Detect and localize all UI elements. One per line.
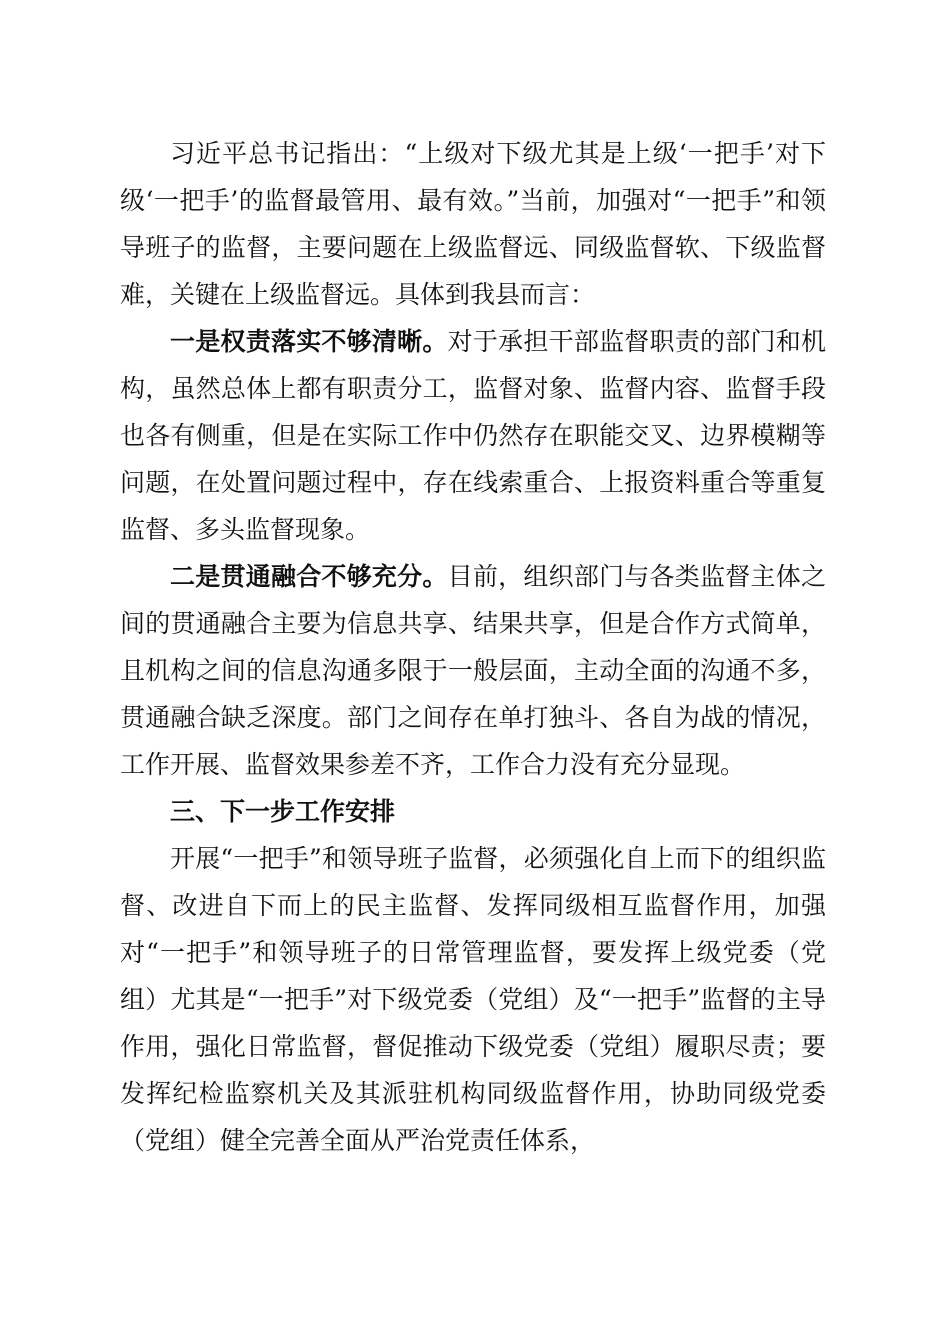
point-one-lead: 一是权责落实不够清晰。 [170,327,448,356]
point-two-lead: 二是贯通融合不够充分。 [170,562,448,591]
paragraph-point-two [120,553,826,788]
point-two-text: 目前，组织部门与各类监督主体之间的贯通融合主要为信息共享、结果共享，但是合作方式简单，且机构之间的信息沟通多限于一般层面，主动全面的沟通不多，贯通融合缺乏深度。部门之间存在单打独斗、各自为战的情况，工作开展、监督效果参差不齐，工作合力没有充分显现。 [120,562,826,779]
paragraph-intro [120,130,826,318]
paragraph-final [120,835,826,1164]
paragraph-final-text: 开展“一把手”和领导班子监督，必须强化自上而下的组织监督、改进自下而上的民主监督、发挥同级相互监督作用，加强对“一把手”和领导班子的日常管理监督，要发挥上级党委（党组）尤其是“一把手”对下级党委（党组）及“一把手”监督的主导作用，强化日常监督，督促推动下级党委（党组）履职尽责；要发挥纪检监察机关及其派驻机构同级监督作用，协助同级党委（党组）健全完善全面从严治党责任体系， [120,844,826,1155]
document-page [120,130,826,1164]
paragraph-intro-text: 习近平总书记指出：“上级对下级尤其是上级‘一把手’对下级‘一把手’的监督最管用、最有效。”当前，加强对“一把手”和领导班子的监督，主要问题在上级监督远、同级监督软、下级监督难，关键在上级监督远。具体到我县而言： [120,139,826,309]
paragraph-point-one [120,318,826,553]
section-heading: 三、下一步工作安排 [170,797,396,826]
point-one-text: 对于承担干部监督职责的部门和机构，虽然总体上都有职责分工，监督对象、监督内容、监督手段也各有侧重，但是在实际工作中仍然存在职能交叉、边界模糊等问题，在处置问题过程中，存在线索重合、上报资料重合等重复监督、多头监督现象。 [120,327,826,544]
